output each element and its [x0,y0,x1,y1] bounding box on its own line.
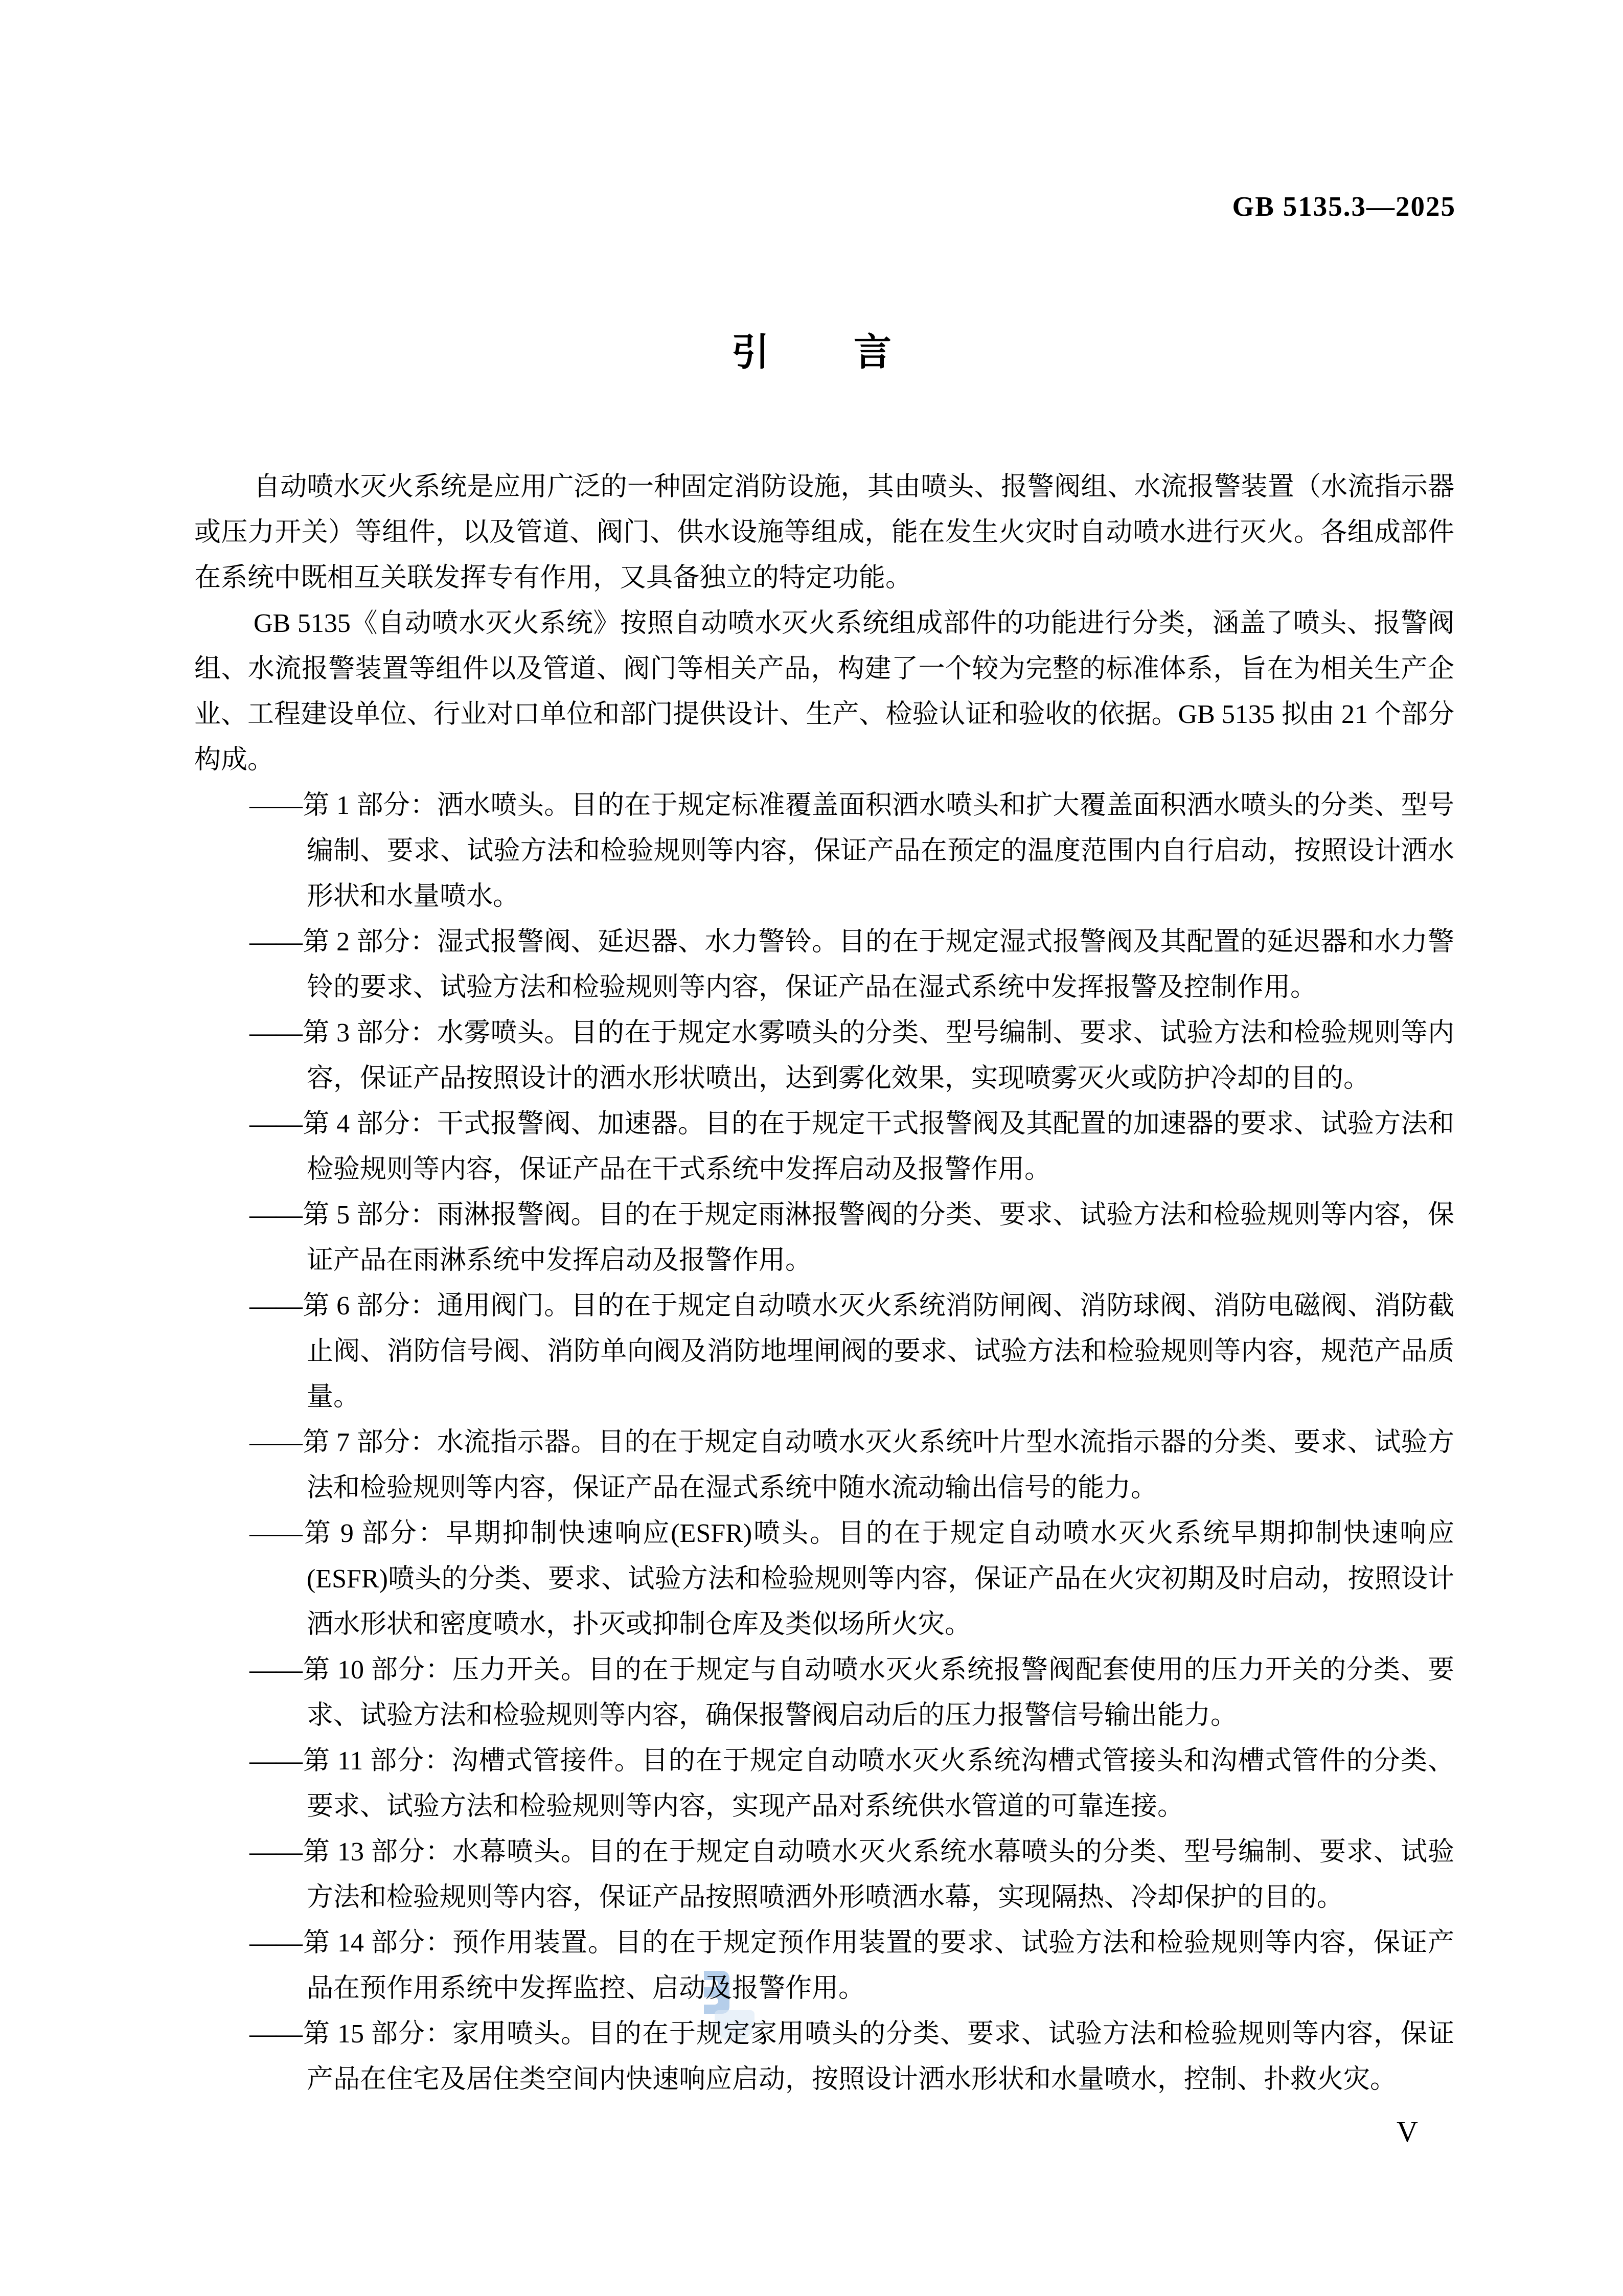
standard-number: GB 5135.3—2025 [1232,191,1456,222]
page-title-char-second: 言 [854,331,891,373]
intro-paragraph: GB 5135《自动喷水灭火系统》按照自动喷水灭火系统组成部件的功能进行分类，涵盖了喷头、报警阀组、水流报警装置等组件以及管道、阀门等相关产品，构建了一个较为完整的标准体系，旨在为相关生产企业、工程建设单位、行业对口单位和部门提供设计、生产、检验认证和验收的依据。GB 5135 拟由 21 个部分构成。 [194,609,1454,775]
part-item: ——第 15 部分：家用喷头。目的在于规定家用喷头的分类、要求、试验方法和检验规则等内容，保证产品在住宅及居住类空间内快速响应启动，按照设计洒水形状和水量喷水，控制、扑救火灾。 [249,2019,1454,2094]
part-item: ——第 9 部分：早期抑制快速响应(ESFR)喷头。目的在于规定自动喷水灭火系统早期抑制快速响应(ESFR)喷头的分类、要求、试验方法和检验规则等内容，保证产品在火灾初期及时启动，按照设计洒水形状和密度喷水，扑灭或抑制仓库及类似场所火灾。 [249,1519,1454,1639]
part-item: ——第 3 部分：水雾喷头。目的在于规定水雾喷头的分类、型号编制、要求、试验方法和检验规则等内容，保证产品按照设计的洒水形状喷出，达到雾化效果，实现喷雾灭火或防护冷却的目的。 [249,1018,1454,1093]
part-item: ——第 11 部分：沟槽式管接件。目的在于规定自动喷水灭火系统沟槽式管接头和沟槽式管件的分类、要求、试验方法和检验规则等内容，实现产品对系统供水管道的可靠连接。 [249,1746,1454,1821]
page-title [0,331,1623,373]
part-item: ——第 1 部分：洒水喷头。目的在于规定标准覆盖面积洒水喷头和扩大覆盖面积洒水喷头的分类、型号编制、要求、试验方法和检验规则等内容，保证产品在预定的温度范围内自行启动，按照设计洒水形状和水量喷水。 [249,791,1454,911]
page-title-char-first: 引 [732,331,769,373]
page-number: V [1397,2115,1418,2148]
part-item: ——第 4 部分：干式报警阀、加速器。目的在于规定干式报警阀及其配置的加速器的要求、试验方法和检验规则等内容，保证产品在干式系统中发挥启动及报警作用。 [249,1109,1454,1184]
part-item: ——第 10 部分：压力开关。目的在于规定与自动喷水灭火系统报警阀配套使用的压力开关的分类、要求、试验方法和检验规则等内容，确保报警阀启动后的压力报警信号输出能力。 [249,1655,1454,1730]
part-item: ——第 13 部分：水幕喷头。目的在于规定自动喷水灭火系统水幕喷头的分类、型号编制、要求、试验方法和检验规则等内容，保证产品按照喷洒外形喷洒水幕，实现隔热、冷却保护的目的。 [249,1837,1454,1912]
part-item: ——第 6 部分：通用阀门。目的在于规定自动喷水灭火系统消防闸阀、消防球阀、消防电磁阀、消防截止阀、消防信号阀、消防单向阀及消防地埋闸阀的要求、试验方法和检验规则等内容，规范产品质量。 [249,1291,1454,1412]
introduction-body [194,464,1454,2102]
part-item: ——第 14 部分：预作用装置。目的在于规定预作用装置的要求、试验方法和检验规则等内容，保证产品在预作用系统中发挥监控、启动及报警作用。 [249,1928,1454,2003]
part-item: ——第 7 部分：水流指示器。目的在于规定自动喷水灭火系统叶片型水流指示器的分类、要求、试验方法和检验规则等内容，保证产品在湿式系统中随水流动输出信号的能力。 [249,1428,1454,1503]
intro-paragraph: 自动喷水灭火系统是应用广泛的一种固定消防设施，其由喷头、报警阀组、水流报警装置（水流指示器或压力开关）等组件，以及管道、阀门、供水设施等组成，能在发生火灾时自动喷水进行灭火。各组成部件在系统中既相互关联发挥专有作用，又具备独立的特定功能。 [194,472,1454,593]
parts-list [194,783,1454,2102]
part-item: ——第 5 部分：雨淋报警阀。目的在于规定雨淋报警阀的分类、要求、试验方法和检验规则等内容，保证产品在雨淋系统中发挥启动及报警作用。 [249,1200,1454,1275]
part-item: ——第 2 部分：湿式报警阀、延迟器、水力警铃。目的在于规定湿式报警阀及其配置的延迟器和水力警铃的要求、试验方法和检验规则等内容，保证产品在湿式系统中发挥报警及控制作用。 [249,927,1454,1002]
